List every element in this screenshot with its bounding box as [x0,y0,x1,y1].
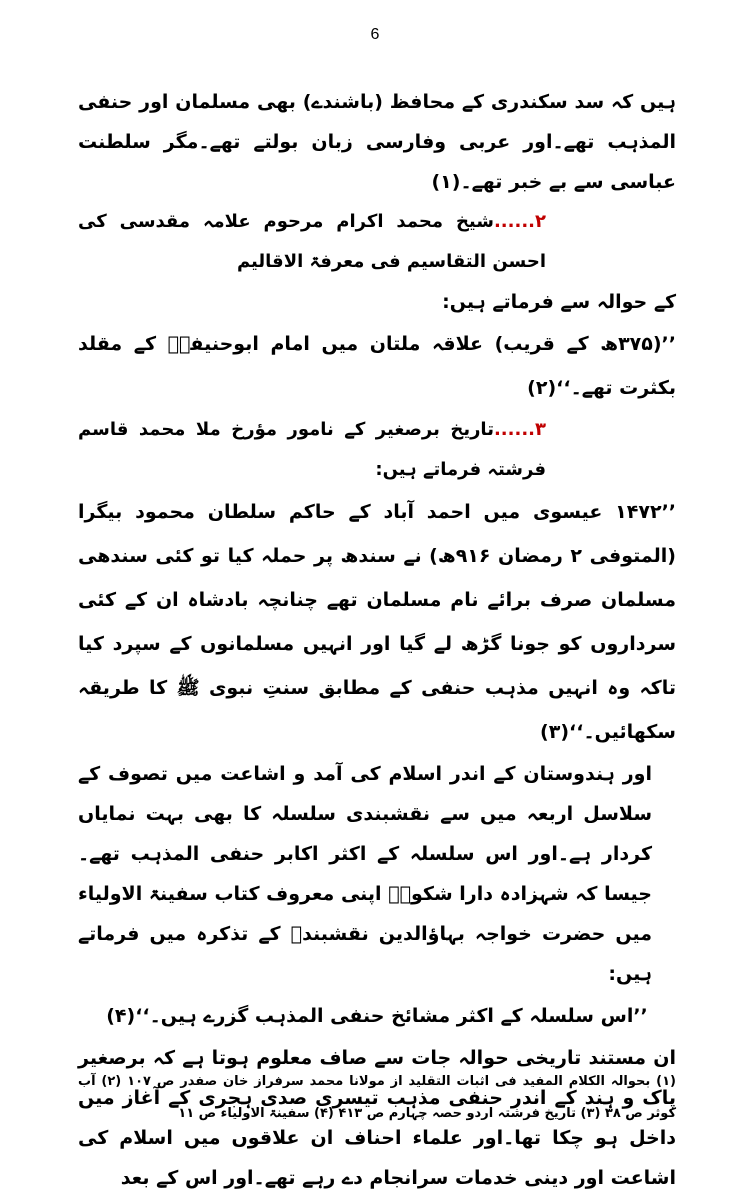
list-item-3-dots: ...... [493,419,535,440]
list-item-2 [78,202,676,282]
quote-multan: ’’(۳۷۵ھ کے قریب) علاقہ ملتان میں امام ابوحنیفہؒ کے مقلد بکثرت تھے۔‘‘(۲) [78,333,676,399]
list-item-2-continuation: کے حوالہ سے فرماتے ہیں: [442,291,676,313]
list-item-2-number: ۲ [535,211,546,232]
quote-safinat: ’’اس سلسلہ کے اکثر مشائخ حنفی المذہب گزرے ہیں۔‘‘(۴) [106,1005,648,1027]
list-item-3-text: تاریخ برصغیر کے نامور مؤرخ ملا محمد قاسم فرشتہ فرماتے ہیں: [78,419,546,480]
page-number: 6 [370,26,380,43]
paragraph-intro: ہیں کہ سد سکندری کے محافظ (باشندے) بھی مسلمان اور حنفی المذہب تھے۔اور عربی وفارسی زبان بولتے تھے۔مگر سلطنت عباسی سے بے خبر تھے۔(۱) [78,91,676,193]
list-item-2-dots: ...... [493,211,535,232]
paragraph-naqshbandi: اور ہندوستان کے اندر اسلام کی آمد و اشاعت میں تصوف کے سلاسل اربعہ میں سے نقشبندی سلسلہ کا بھی بہت نمایاں کردار ہے۔اور اس سلسلہ کے اکثر اکابر حنفی المذہب تھے۔جیسا کہ شہزادہ دارا شکوہؒ اپنی معروف کتاب سفینۃ الاولیاء میں حضرت خواجہ بہاؤالدین نقشبندؒ کے تذکرہ میں فرماتے ہیں: [78,763,652,985]
page-body [78,82,676,1198]
list-item-3 [78,410,676,490]
paragraph-conclusion: ان مستند تاریخی حوالہ جات سے صاف معلوم ہوتا ہے کہ برصغیر پاک و ہند کے اندر حنفی مذہب تیسری صدی ہجری کے آغاز میں داخل ہو چکا تھا۔اور علماء احناف ان علاقوں میں اسلام کی اشاعت اور دینی خدمات سرانجام دے رہے تھے۔اور اس کے بعد [78,1047,676,1189]
list-item-2-text: شیخ محمد اکرام مرحوم علامہ مقدسی کی احسن التقاسیم فی معرفۃ الاقالیم [78,211,546,272]
footnotes: (۱) بحوالہ الکلام المفید فی اثبات التقلید از مولانا محمد سرفراز خان صفدر ص ۱۰۷ (۲) آب کوثر ص ۳۸ (۳) تاریخ فرشتہ اردو حصہ چہارم ص ۴۱۳ (۴) سفینۃ الاولیاء ص ۱۱ [78,1074,676,1121]
quote-ferishta: ’’۱۴۷۲ عیسوی میں احمد آباد کے حاکم سلطان محمود بیگرا (المتوفی ۲ رمضان ۹۱۶ھ) نے سندھ پر حملہ کیا تو کئی سندھی مسلمان صرف برائے نام مسلمان تھے چنانچہ بادشاہ ان کے کئی سرداروں کو جونا گڑھ لے گیا اور انہیں مسلمانوں کے سپرد کیا تاکہ وہ انہیں مذہب حنفی کے مطابق سنتِ نبوی ﷺ کا طریقہ سکھائیں۔‘‘(۳) [78,501,676,743]
list-item-3-number: ۳ [535,419,546,440]
